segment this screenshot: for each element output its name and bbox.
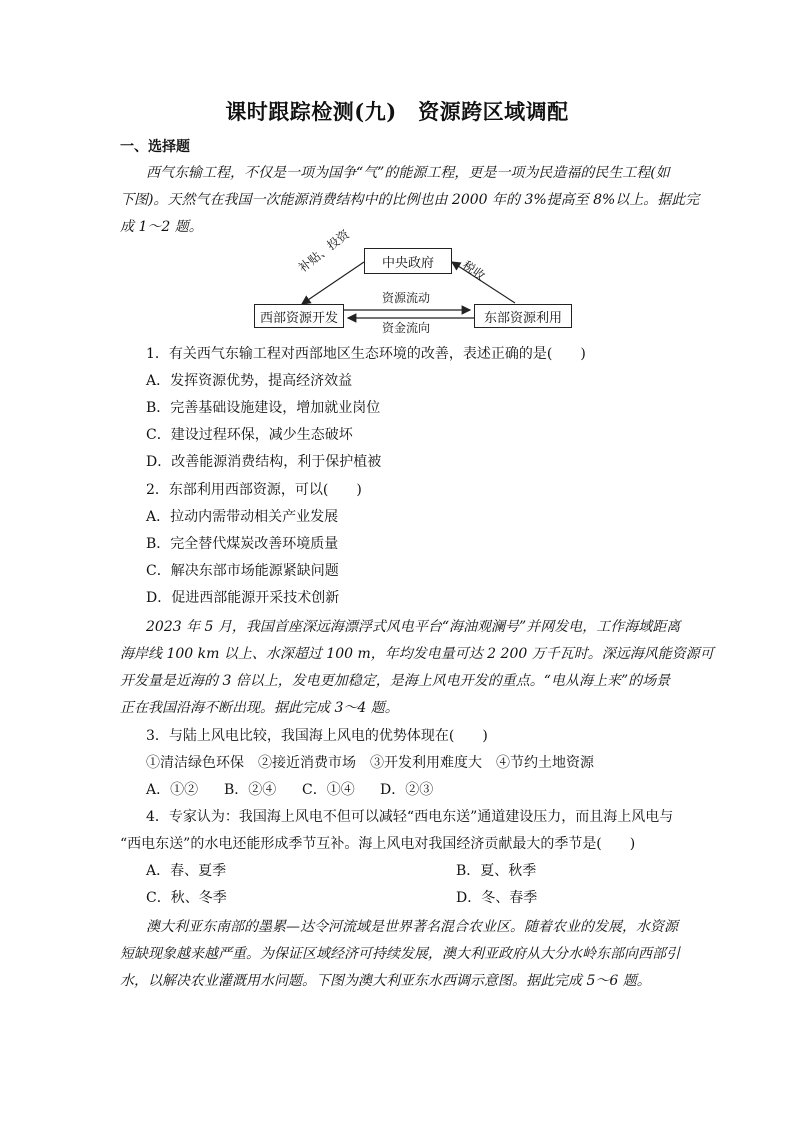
q1-stem: 1．有关西气东输工程对西部地区生态环境的改善，表述正确的是( ) — [146, 346, 586, 362]
q1-option-b: B．完善基础设施建设，增加就业岗位 — [146, 400, 381, 416]
q1-option-a: A．发挥资源优势，提高经济效益 — [146, 373, 353, 389]
east-resource-box: 东部资源利用 — [474, 304, 572, 328]
q3-option-c: C．①④ — [302, 782, 355, 798]
q4-option-b: B．夏、秋季 — [456, 863, 537, 879]
q3-option-b: B．②④ — [224, 782, 277, 798]
intro3-line-3: 水，以解决农业灌溉用水问题。下图为澳大利亚东水西调示意图。据此完成 5～6 题。 — [120, 973, 651, 989]
edge-label-tax: 税收 — [459, 258, 488, 284]
intro2-line-1: 2023 年 5 月，我国首座深远海漂浮式风电平台“海油观澜号”并网发电，工作海域距离 — [146, 619, 681, 635]
west-resource-box: 西部资源开发 — [254, 304, 344, 328]
edge-label-subsidy: 补贴、投资 — [296, 227, 352, 276]
q3-option-d: D．②③ — [380, 782, 434, 798]
intro2-line-3: 开发量是近海的 3 倍以上，发电更加稳定，是海上风电开发的重点。“电从海上来”的场景 — [120, 673, 671, 689]
q2-option-b: B．完全替代煤炭改善环境质量 — [146, 536, 339, 552]
intro3-line-1: 澳大利亚东南部的墨累—达令河流域是世界著名混合农业区。随着农业的发展，水资源 — [146, 919, 678, 935]
intro1-line-2: 下图)。天然气在我国一次能源消费结构中的比例也由 2000 年的 3%提高至 8%以上。据此完 — [120, 192, 700, 208]
q3-option-a: A．①② — [146, 782, 199, 798]
q1-option-c: C．建设过程环保，减少生态破坏 — [146, 427, 353, 443]
flow-label-capital: 资金流向 — [382, 321, 431, 335]
q4-option-a: A．春、夏季 — [146, 863, 227, 879]
q2-option-a: A．拉动内需带动相关产业发展 — [146, 509, 339, 525]
q2-option-d: D．促进西部能源开采技术创新 — [146, 590, 340, 606]
intro3-line-2: 短缺现象越来越严重。为保证区域经济可持续发展，澳大利亚政府从大分水岭东部向西部引 — [120, 946, 680, 962]
q3-stem: 3．与陆上风电比较，我国海上风电的优势体现在( ) — [146, 728, 488, 744]
page-title: 课时跟踪检测(九) 资源跨区域调配 — [225, 99, 569, 124]
intro2-line-2: 海岸线 100 km 以上、水深超过 100 m，年均发电量可达 2 200 万千瓦时。深远海风能资源可 — [120, 646, 714, 662]
q2-option-c: C．解决东部市场能源紧缺问题 — [146, 563, 339, 579]
intro1-line-3: 成 1～2 题。 — [120, 219, 203, 235]
section-heading: 一、选择题 — [120, 139, 190, 155]
q1-option-d: D．改善能源消费结构，利于保护植被 — [146, 454, 382, 470]
q4-option-c: C．秋、冬季 — [146, 890, 227, 906]
q4-option-d: D．冬、春季 — [456, 890, 538, 906]
diagram-arrows — [0, 0, 794, 340]
q4-stem-line-2: “西电东送”的水电还能形成季节互补。海上风电对我国经济贡献最大的季节是( ) — [120, 836, 636, 852]
q3-items: ①清洁绿色环保 ②接近消费市场 ③开发利用难度大 ④节约土地资源 — [146, 755, 594, 771]
intro2-line-4: 正在我国沿海不断出现。据此完成 3～4 题。 — [120, 700, 399, 716]
q2-stem: 2．东部利用西部资源，可以( ) — [146, 482, 362, 498]
flow-label-resource: 资源流动 — [382, 291, 431, 305]
intro1-line-1: 西气东输工程，不仅是一项为国争“气”的能源工程，更是一项为民造福的民生工程(如 — [146, 165, 670, 181]
q4-stem-line-1: 4．专家认为：我国海上风电不但可以减轻“西电东送”通道建设压力，而且海上风电与 — [146, 809, 674, 825]
central-government-box: 中央政府 — [364, 248, 452, 274]
